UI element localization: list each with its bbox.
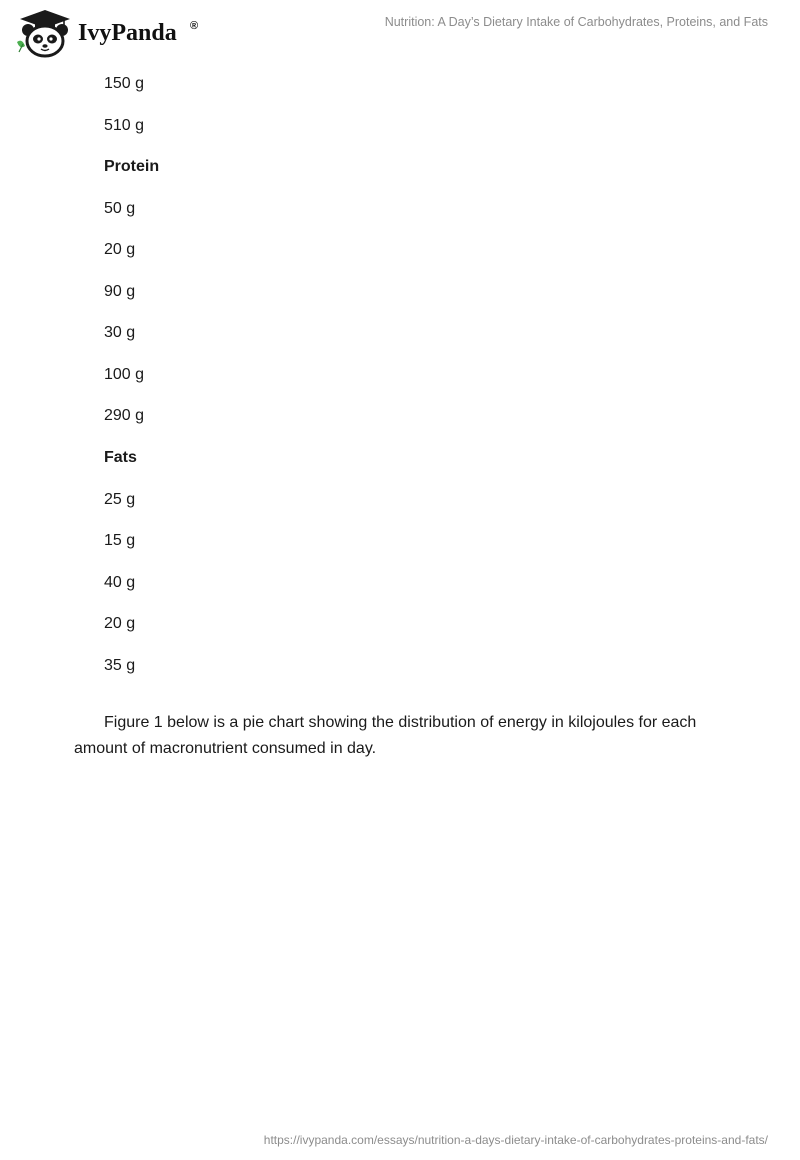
fats-value-2: 15 g: [104, 532, 136, 549]
protein-value-1: 50 g: [104, 200, 136, 217]
figure-intro-paragraph: Figure 1 below is a pie chart showing the distribution of energy in kilojoules for each amount of macronutrient consumed in day.: [74, 714, 697, 757]
fats-value-5: 35 g: [104, 657, 136, 674]
fats-value-3: 40 g: [104, 574, 136, 591]
protein-value-4: 30 g: [104, 324, 136, 341]
protein-value-5: 100 g: [104, 366, 145, 383]
source-url[interactable]: https://ivypanda.com/essays/nutrition-a-days-dietary-intake-of-carbohydrates-proteins-and-fats/: [263, 1133, 768, 1147]
document-title: Nutrition: A Day’s Dietary Intake of Carbohydrates, Proteins, and Fats: [384, 15, 768, 29]
registered-mark: ®: [190, 20, 199, 32]
protein-value-2: 20 g: [104, 241, 136, 258]
carb-value-1: 150 g: [104, 75, 145, 92]
protein-value-6: 290 g: [104, 407, 145, 424]
brand-name: IvyPanda: [78, 20, 177, 46]
page-header: [0, 0, 800, 66]
fats-value-1: 25 g: [104, 491, 136, 508]
ivypanda-logo[interactable]: [14, 8, 204, 58]
protein-heading: Protein: [104, 158, 160, 175]
protein-value-3: 90 g: [104, 283, 136, 300]
fats-heading: Fats: [104, 449, 137, 466]
panda-graduate-icon: [14, 8, 76, 58]
carb-value-2: 510 g: [104, 117, 145, 134]
fats-value-4: 20 g: [104, 615, 136, 632]
